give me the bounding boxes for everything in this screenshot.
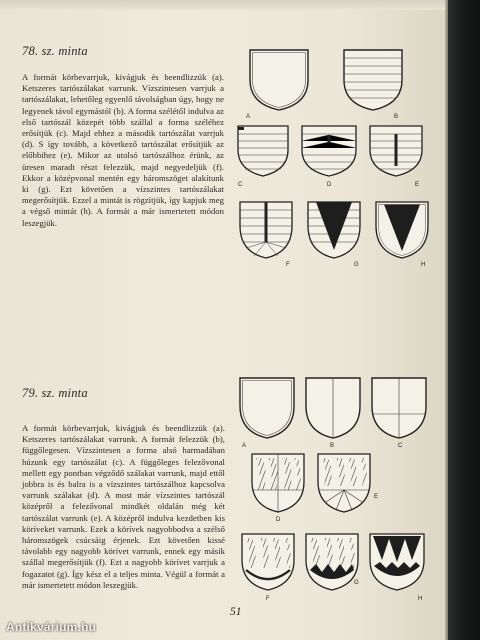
label-79-d: D bbox=[276, 517, 281, 523]
shield-79-d bbox=[252, 454, 304, 523]
label-78-b: B bbox=[394, 114, 399, 120]
shield-78-c bbox=[238, 126, 288, 188]
label-79-e: E bbox=[374, 494, 379, 500]
watermark: Antikvárium.hu bbox=[6, 620, 97, 634]
shield-78-g bbox=[308, 202, 360, 268]
shield-79-h bbox=[370, 534, 424, 602]
book-spine bbox=[448, 0, 480, 640]
figure-minta-79 bbox=[232, 374, 432, 608]
shield-79-a bbox=[240, 378, 294, 449]
paragraph-minta-79: A formát körbevarrjuk, kivágjuk és beendlizzük (a). Ketszeres tartószálakat varrunk. A formát felezzük (b), függőlegesen. Vízszintesen a forma alsó harmadában húzunk egy tartószálat (c). A függőleges felezővonal mellett egy pontban végződő szálakat varrunk, majd ettől jobbra is és balra is a vízszintes tartószálhoz kapcsolva varrunk szálakat (d). A most már vízszintes tartószál középről a felezővonal mindkét oldalán még két tartószálat varrunk (e). A középről indulva kezdetben kis köríveket varrunk. Ezek a körívek nagyobbodva a szélső háromszögek csúcsáig érjenek. Ezt követően kissé távolabb egy nagyobb körívet varrunk, ennek egy másik szállal megerősítjük (f). Ezt a nagyobb körívet varrjuk a fogazatot (g). Így kész el a teljes minta. Végül a formát a már ismertetett módon leszegjük. bbox=[22, 423, 225, 590]
label-78-a: A bbox=[246, 114, 251, 120]
paragraph-minta-78: A formát körbevarrjuk, kivágjuk és beendlizzük (a). Ketszeres tartószálakat varrunk. Vízszintesen varrjuk a tartószálakat, lehetőleg egyenlő távolságban úgy, hogy ne legyenek távol egymástól (b). A forma szélétől indulva az első tartószál közepét több szállal a forma széléhez erősítjük (c). Majd ehhez a második tartószálat varrjuk (d). S így tovább, a következő tartószálat erősítjük az előbbihez (e). Mikor az utolsó tartószálhoz érünk, az üresen maradt részt felezzük, majd negyedeljük (f). Ekkor a középvonal mentén egy háromszöget alakítunk ki (g). Ezt követően a vízszintes tartószálakat megerősítjük. Ezzel a mintát is rögzítjük, így kapjuk meg a végső mintát (h). A formát a már ismertetett módon leszegjük. bbox=[22, 72, 224, 228]
figure-minta-78 bbox=[232, 44, 432, 270]
shield-79-b bbox=[306, 378, 360, 449]
label-78-g: G bbox=[354, 262, 359, 268]
shield-78-d bbox=[302, 126, 356, 188]
label-78-c: C bbox=[238, 182, 243, 188]
label-78-d: D bbox=[327, 182, 332, 188]
label-79-a: A bbox=[242, 443, 247, 449]
heading-minta-78: 78. sz. minta bbox=[22, 44, 88, 58]
shield-78-e bbox=[370, 126, 422, 188]
page-top-shadow bbox=[0, 0, 448, 10]
label-79-c: C bbox=[398, 443, 403, 449]
label-78-f: F bbox=[286, 262, 290, 268]
label-79-h: H bbox=[418, 596, 423, 602]
label-79-b: B bbox=[330, 443, 335, 449]
shield-78-a bbox=[246, 50, 308, 120]
label-79-f: F bbox=[266, 596, 270, 602]
shield-79-c bbox=[372, 378, 426, 449]
shield-79-e bbox=[318, 454, 378, 512]
shield-78-h bbox=[376, 202, 428, 268]
label-78-h: H bbox=[421, 262, 426, 268]
label-78-e: E bbox=[415, 182, 420, 188]
shield-78-b bbox=[344, 50, 402, 120]
shield-79-g bbox=[306, 534, 359, 590]
shield-78-f bbox=[240, 202, 292, 268]
label-79-g: G bbox=[354, 580, 359, 586]
shield-79-f bbox=[242, 534, 294, 602]
page-number: 51 bbox=[230, 606, 242, 618]
heading-minta-79: 79. sz. minta bbox=[22, 386, 88, 400]
